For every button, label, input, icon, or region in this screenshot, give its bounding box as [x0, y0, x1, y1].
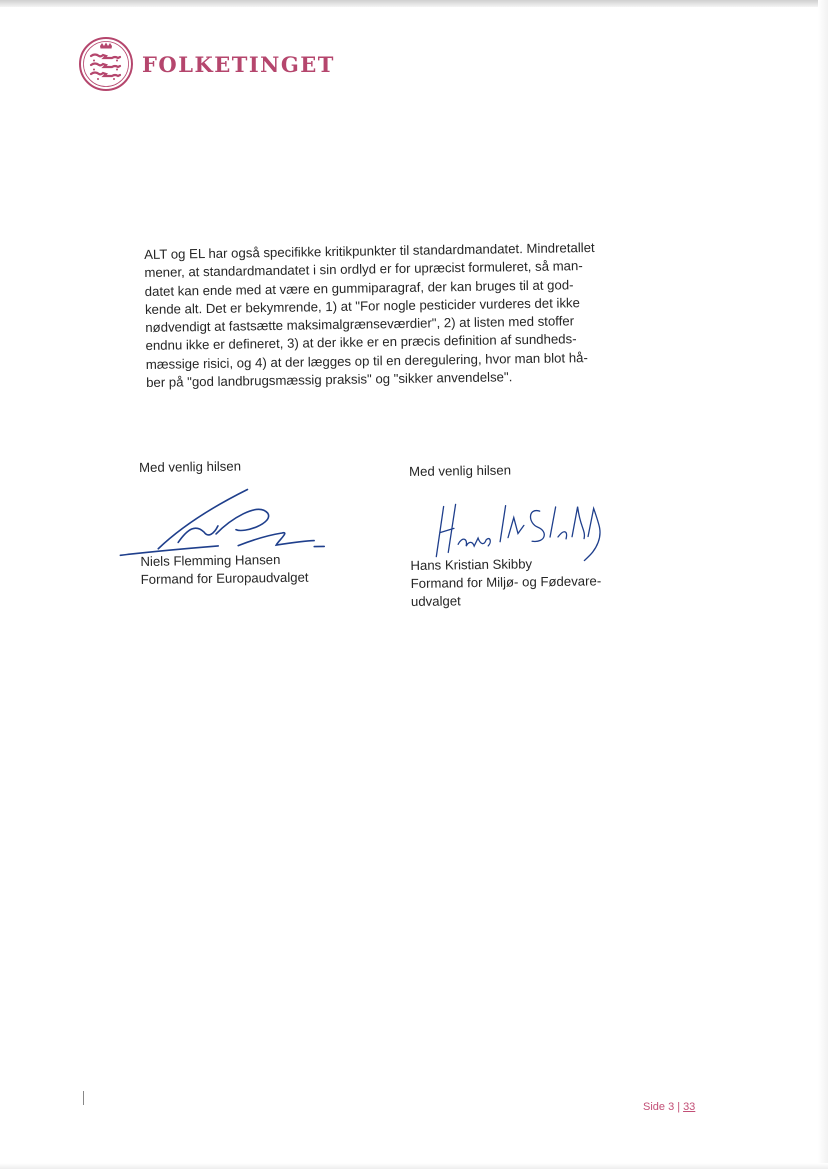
signature-block-left	[139, 456, 381, 599]
body-line: kende alt. Det er bekymrende, 1) at "For nogle pesticider vurderes det ikke	[144, 295, 581, 317]
organization-name: FOLKETINGET	[142, 51, 335, 77]
signatory-name: Niels Flemming Hansen	[140, 552, 281, 569]
scan-right-edge	[818, 0, 828, 1169]
scan-bottom-edge	[0, 1163, 828, 1169]
closing-greeting: Med venlig hilsen	[409, 462, 512, 479]
folketinget-logo	[78, 36, 335, 92]
signatory-title: Formand for Miljø- og Fødevare-	[410, 573, 602, 591]
body-line: endnu ikke er defineret, 3) at der ikke er en præcis definition af sundheds-	[145, 331, 577, 354]
signatory-name: Hans Kristian Skibby	[410, 556, 533, 573]
closing-greeting: Med venlig hilsen	[139, 458, 242, 475]
total-pages: 33	[683, 1101, 696, 1113]
scan-top-edge	[0, 0, 828, 7]
margin-mark	[83, 1091, 84, 1105]
body-line: mener, at standardmandatet i sin ordlyd er for upræcist formuleret, så man-	[144, 258, 583, 281]
body-line: ber på "god landbrugsmæssig praksis" og "sikker anvendelse".	[146, 369, 513, 391]
body-line: mæssige risici, og 4) at der lægges op til en deregulering, hvor man blot hå-	[145, 349, 588, 372]
signature-block-right	[409, 460, 661, 623]
body-line: datet kan ende med at være en gummiparagraf, der kan bruges til at god-	[144, 276, 574, 299]
signatory-title: Formand for Europaudvalget	[140, 569, 309, 587]
signatory-title-continued: udvalget	[410, 593, 461, 609]
folketinget-seal-icon	[78, 36, 134, 92]
page-separator: |	[677, 1101, 681, 1113]
page-label: Side 3	[643, 1101, 675, 1113]
body-paragraph	[144, 238, 636, 392]
body-line: ALT og EL har også specifikke kritikpunkter til standardmandatet. Mindretallet	[144, 239, 595, 262]
body-line: nødvendigt at fastsætte maksimalgrænseværdier", 2) at listen med stoffer	[145, 313, 575, 336]
page-number	[643, 1101, 695, 1113]
